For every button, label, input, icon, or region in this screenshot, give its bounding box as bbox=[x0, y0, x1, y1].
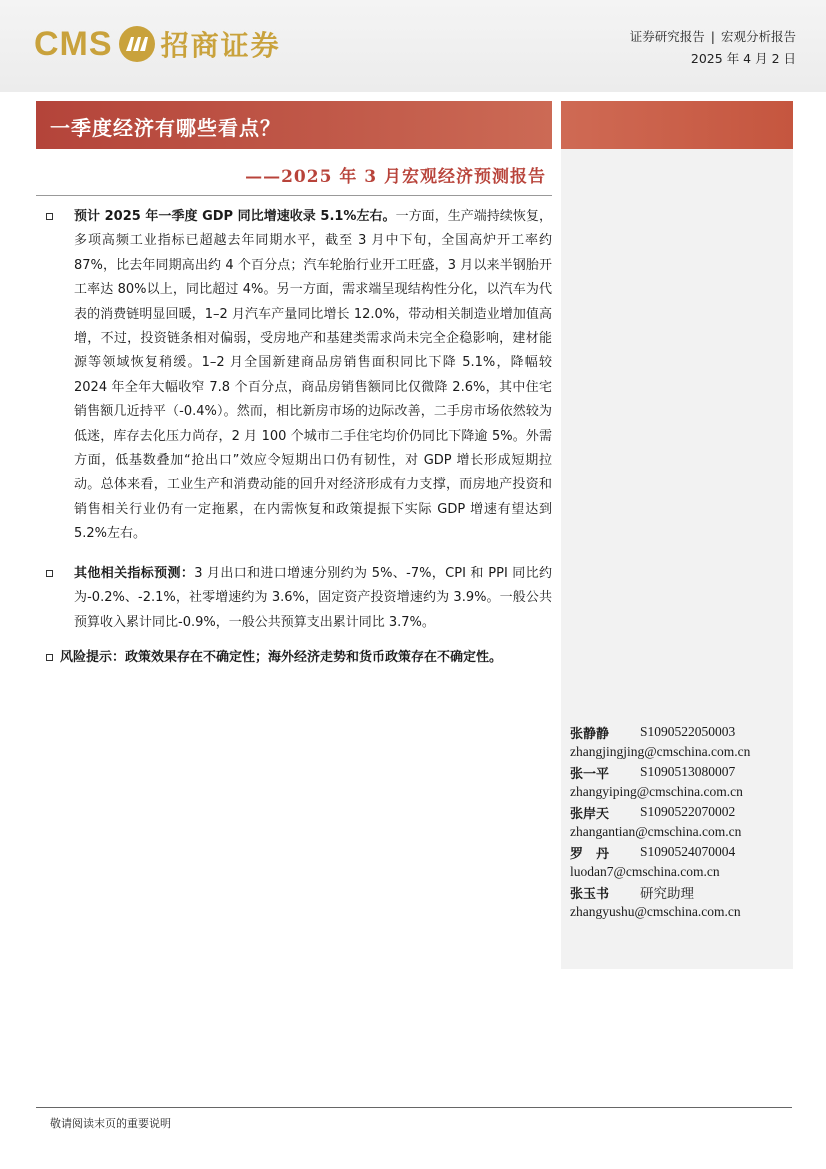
logo-cms-text: CMS bbox=[34, 24, 113, 63]
analyst-id: S1090524070004 bbox=[640, 844, 736, 859]
analyst-email[interactable]: luodan7@cmschina.com.cn bbox=[570, 864, 720, 879]
footer-note: 敬请阅读末页的重要说明 bbox=[50, 1117, 171, 1130]
title-band bbox=[36, 101, 552, 149]
bullet-box-icon bbox=[46, 213, 53, 220]
analyst-entry bbox=[570, 802, 790, 842]
analyst-email[interactable]: zhangyushu@cmschina.com.cn bbox=[570, 904, 741, 919]
analyst-entry bbox=[570, 762, 790, 802]
bullet-indicators bbox=[46, 562, 552, 635]
header-band bbox=[0, 0, 826, 92]
analyst-id: S1090513080007 bbox=[640, 764, 736, 779]
analyst-id: S1090522070002 bbox=[640, 804, 736, 819]
analyst-entry bbox=[570, 722, 790, 762]
bullet-box-icon bbox=[46, 570, 53, 577]
analyst-email[interactable]: zhangantian@cmschina.com.cn bbox=[570, 824, 742, 839]
analyst-name: 张玉书 bbox=[570, 886, 610, 902]
analyst-entry bbox=[570, 842, 790, 882]
page-title: 一季度经济有哪些看点？ bbox=[50, 116, 281, 140]
analyst-name: 张一平 bbox=[570, 766, 610, 782]
bullet-risk bbox=[46, 646, 552, 670]
analyst-name: 张岸天 bbox=[570, 806, 610, 822]
report-date: 2025 年 4 月 2 日 bbox=[690, 51, 796, 66]
analyst-role: 研究助理 bbox=[640, 886, 694, 901]
analyst-list bbox=[570, 722, 790, 922]
footer-divider bbox=[36, 1107, 792, 1108]
analyst-entry bbox=[570, 882, 790, 922]
logo-cn-text: 招商证券 bbox=[160, 29, 281, 62]
subtitle-divider bbox=[36, 195, 552, 196]
bullet-lead: 风险提示：政策效果存在不确定性；海外经济走势和货币政策存在不确定性。 bbox=[60, 650, 503, 665]
bullet-lead: 预计 2025 年一季度 GDP 同比增速收录 5.1%左右。 bbox=[74, 209, 396, 224]
report-type: 证券研究报告 bbox=[629, 29, 705, 44]
bullet-body: 3 月出口和进口增速分别约为 5%、-7%，CPI 和 PPI 同比约为-0.2%、-2.1%，社零增速约为 3.6%，固定资产投资增速约为 3.9%。一般公共预算收入累计同比-0.9%，一般公共预算支出累计同比 3.7%。 bbox=[74, 566, 552, 630]
cms-logo bbox=[34, 22, 281, 66]
analyst-email[interactable]: zhangjingjing@cmschina.com.cn bbox=[570, 744, 751, 759]
right-panel-header bbox=[561, 101, 793, 149]
header-separator: | bbox=[710, 29, 715, 44]
bullet-lead: 其他相关指标预测： bbox=[74, 566, 195, 581]
bullet-body: 一方面，生产端持续恢复，多项高频工业指标已超越去年同期水平，截至 3 月中下旬，全国高炉开工率约 87%，比去年同期高出约 4 个百分点；汽车轮胎行业开工旺盛，3 月以来半钢胎开工率达 80%以上，同比超过 4%。另一方面，需求端呈现结构性分化，以汽车为代表的消费链明显回暖，1–2 月汽车产量同比增长 12.0%，带动相关制造业增加值高增，不过，投资链条相对偏弱，受房地产和基建类需求尚未完全企稳影响，建材能源等领域恢复稍缓。1–2 月全国新建商品房销售面积同比下降 5.1%，降幅较 2024 年全年大幅收窄 7.8 个百分点，商品房销售额同比仅微降 2.6%，其中住宅销售额几近持平（-0.4%）。然而，相比新房市场的边际改善，二手房市场依然较为低迷，库存去化压力尚存，2 月 100 个城市二手住宅均价仍同比下降逾 5%。外需方面，低基数叠加“抢出口”效应令短期出口仍有韧性，对 GDP 增长形成短期拉动。总体来看，工业生产和消费动能的回升对经济形成有力支撑，而房地产投资和销售相关行业仍有一定拖累，在内需恢复和政策提振下实际 GDP 增速有望达到 5.2%左右。 bbox=[74, 209, 552, 542]
analyst-id: S1090522050003 bbox=[640, 724, 736, 739]
report-category: 宏观分析报告 bbox=[720, 29, 796, 44]
page-subtitle: ——2025 年 3 月宏观经济预测报告 bbox=[245, 167, 546, 187]
header-meta bbox=[630, 26, 796, 70]
analyst-name: 罗 丹 bbox=[570, 846, 610, 862]
bullet-box-icon bbox=[46, 654, 53, 661]
bullet-gdp bbox=[46, 205, 552, 547]
logo-emblem-icon bbox=[119, 26, 155, 62]
analyst-email[interactable]: zhangyiping@cmschina.com.cn bbox=[570, 784, 743, 799]
analyst-name: 张静静 bbox=[570, 726, 610, 742]
